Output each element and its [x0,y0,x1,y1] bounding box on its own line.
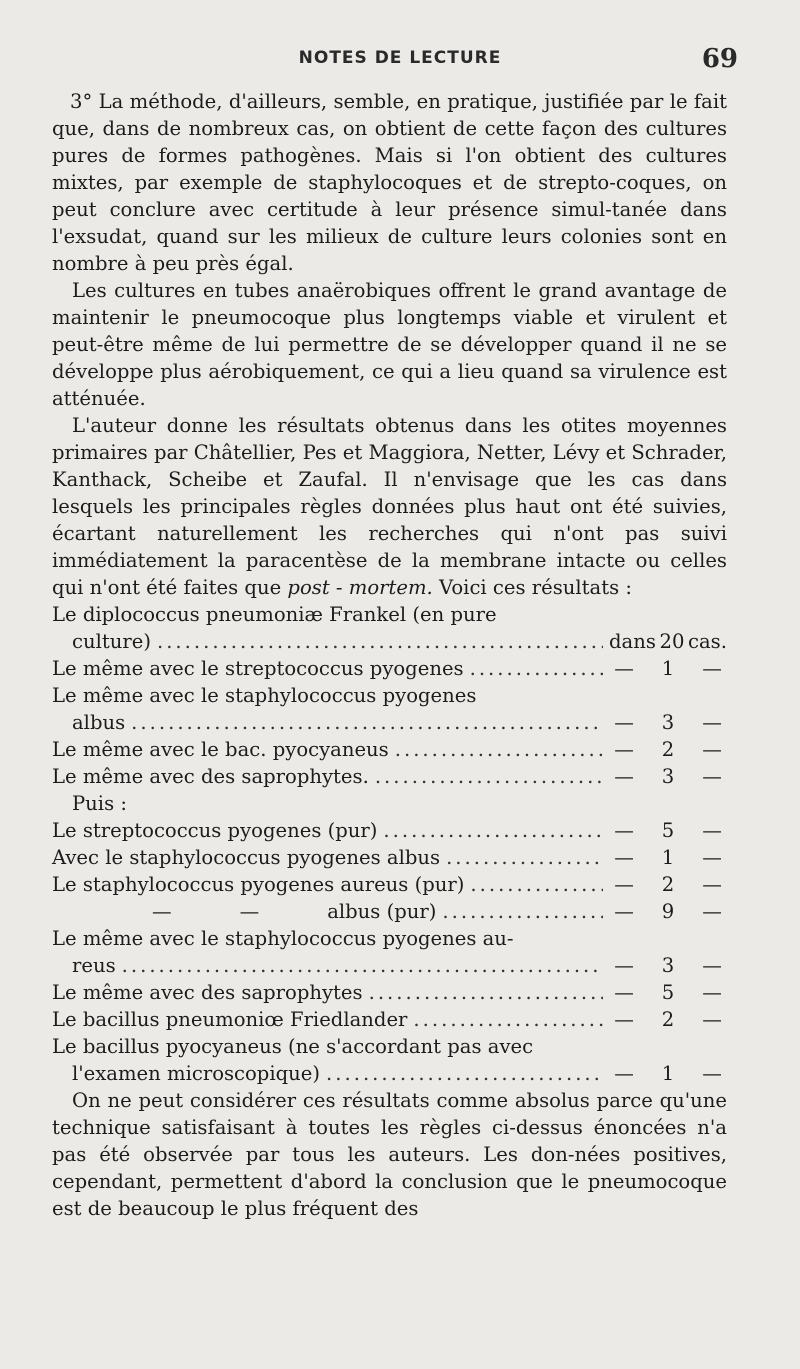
result-2-count [609,655,727,682]
dash: — [702,738,722,761]
result-4 [52,736,727,763]
result-4-label: Le même avec le bac. pyocyaneus [52,738,389,761]
leader-dots [395,736,603,763]
result-6 [52,817,727,844]
result-11-label: Le même avec des saprophytes [52,981,363,1004]
ditto-dash: — [152,900,172,923]
count-number: 5 [661,981,675,1004]
page-header [0,44,800,74]
paragraph-method: 3° La méthode, d'ailleurs, semble, en pratique, justifiée par le fait que, dans de nombreux cas, on obtient de cette façon des cultures pures de formes pathogènes. Mais si l'on obtient des cultures mixtes, par exemple de staphylocoques et de strepto-coques, on peut conclure avec certitude à leur présence simul-tanée dans l'exsudat, quand sur les milieux de culture leurs colonies sont en nombre à peu près égal. [52,90,727,275]
leader-dots [470,655,603,682]
result-13 [52,1060,727,1087]
result-7-count [609,844,727,871]
count-suffix: cas. [688,630,727,653]
count-prefix: dans [609,630,656,653]
count-number: 20 [659,630,685,653]
leader-dots [157,628,603,655]
dash: — [614,954,634,977]
post-mortem-italic: post - mortem. [287,576,433,599]
result-9 [52,898,727,925]
dash: — [702,873,722,896]
result-3 [52,709,727,736]
result-3-label: albus [72,711,126,734]
result-1 [52,628,727,655]
dash: — [702,1062,722,1085]
count-number: 2 [661,1008,675,1031]
running-title: NOTES DE LECTURE [298,48,502,68]
dash: — [702,819,722,842]
result-2 [52,655,727,682]
count-number: 1 [661,1062,675,1085]
count-number: 1 [661,846,675,869]
results-intro-text: L'auteur donne les résultats obtenus dans les otites moyennes primaires par Châtellier, Pes et Maggiora, Netter, Lévy et Schrader, Kanthack, Scheibe et Zaufal. Il n'envisage que les cas dans lesquels les principales règles données plus haut ont été suivies, écartant naturellement les recherches qui n'ont pas suivi immédiatement la paracentèse de la membrane intacte ou celles qui n'ont été faites que [52,414,727,599]
result-13-count [609,1060,727,1087]
dash: — [702,954,722,977]
ditto-dash: — [239,900,260,923]
result-13-line1: Le bacillus pyocyaneus (ne s'accordant pas avec [52,1035,534,1058]
dash: — [614,873,634,896]
page-number: 69 [701,44,738,74]
paragraph-anaerobic: Les cultures en tubes anaërobiques offrent le grand avantage de maintenir le pneumocoque plus longtemps viable et virulent et peut-être même de lui permettre de se développer quand il ne se développe plus aérobiquement, ce qui a lieu quand sa virulence est atténuée. [52,279,727,410]
result-11-count [609,979,727,1006]
result-8-count [609,871,727,898]
dash: — [614,981,634,1004]
result-5-label: Le même avec des saprophytes. [52,765,369,788]
result-6-label: Le streptococcus pyogenes (pur) [52,819,378,842]
dash: — [702,900,722,923]
leader-dots [383,817,603,844]
dash: — [614,711,634,734]
result-9-label [52,898,436,925]
puis-label: Puis : [72,792,127,815]
results-intro-end: Voici ces résultats : [439,576,632,599]
count-number: 3 [661,711,675,734]
dash: — [702,981,722,1004]
count-number: 1 [661,657,675,680]
result-7-label: Avec le staphylococcus pyogenes albus [52,846,441,869]
result-10-count [609,952,727,979]
result-3-count [609,709,727,736]
result-10-line1: Le même avec le staphylococcus pyogenes au- [52,927,514,950]
result-13-label: l'examen microscopique) [72,1062,321,1085]
leader-dots [442,898,603,925]
count-number: 3 [661,954,675,977]
result-5-count [609,763,727,790]
count-number: 9 [661,900,675,923]
count-number: 2 [661,873,675,896]
leader-dots [413,1006,603,1033]
result-1-count [609,628,727,655]
result-9-text: albus (pur) [327,900,437,923]
result-10-label: reus [72,954,116,977]
leader-dots [122,952,603,979]
result-8 [52,871,727,898]
leader-dots [326,1060,603,1087]
page-body [52,88,727,1222]
leader-dots [470,871,603,898]
dash: — [614,1008,634,1031]
result-5 [52,763,727,790]
dash: — [614,738,634,761]
result-9-count [609,898,727,925]
dash: — [614,765,634,788]
result-6-count [609,817,727,844]
result-8-label: Le staphylococcus pyogenes aureus (pur) [52,873,465,896]
dash: — [702,846,722,869]
leader-dots [375,763,603,790]
dash: — [702,765,722,788]
result-12-count [609,1006,727,1033]
result-7 [52,844,727,871]
result-12 [52,1006,727,1033]
result-4-count [609,736,727,763]
dash: — [614,900,634,923]
paragraph-conclusion: On ne peut considérer ces résultats comme absolus parce qu'une technique satisfaisant à toutes les règles ci-dessus énoncées n'a pas été observée par tous les auteurs. Les don-nées positives, cependant, permettent d'abord la conclusion que le pneumocoque est de beaucoup le plus fréquent des [52,1089,727,1220]
dash: — [614,657,634,680]
dash: — [614,846,634,869]
dash: — [614,1062,634,1085]
result-1-label: culture) [72,630,151,653]
result-3-line1: Le même avec le staphylococcus pyogenes [52,684,477,707]
paragraph-results-intro [52,412,727,601]
result-10 [52,952,727,979]
count-number: 5 [661,819,675,842]
dash: — [702,1008,722,1031]
leader-dots [446,844,603,871]
dash: — [702,657,722,680]
result-11 [52,979,727,1006]
result-1-line1: Le diplococcus pneumoniæ Frankel (en pure [52,603,497,626]
results-list [52,601,727,1087]
dash: — [702,711,722,734]
result-2-label: Le même avec le streptococcus pyogenes [52,657,464,680]
dash: — [614,819,634,842]
count-number: 3 [661,765,675,788]
leader-dots [369,979,603,1006]
leader-dots [131,709,603,736]
count-number: 2 [661,738,675,761]
result-12-label: Le bacillus pneumoniœ Friedlander [52,1008,408,1031]
